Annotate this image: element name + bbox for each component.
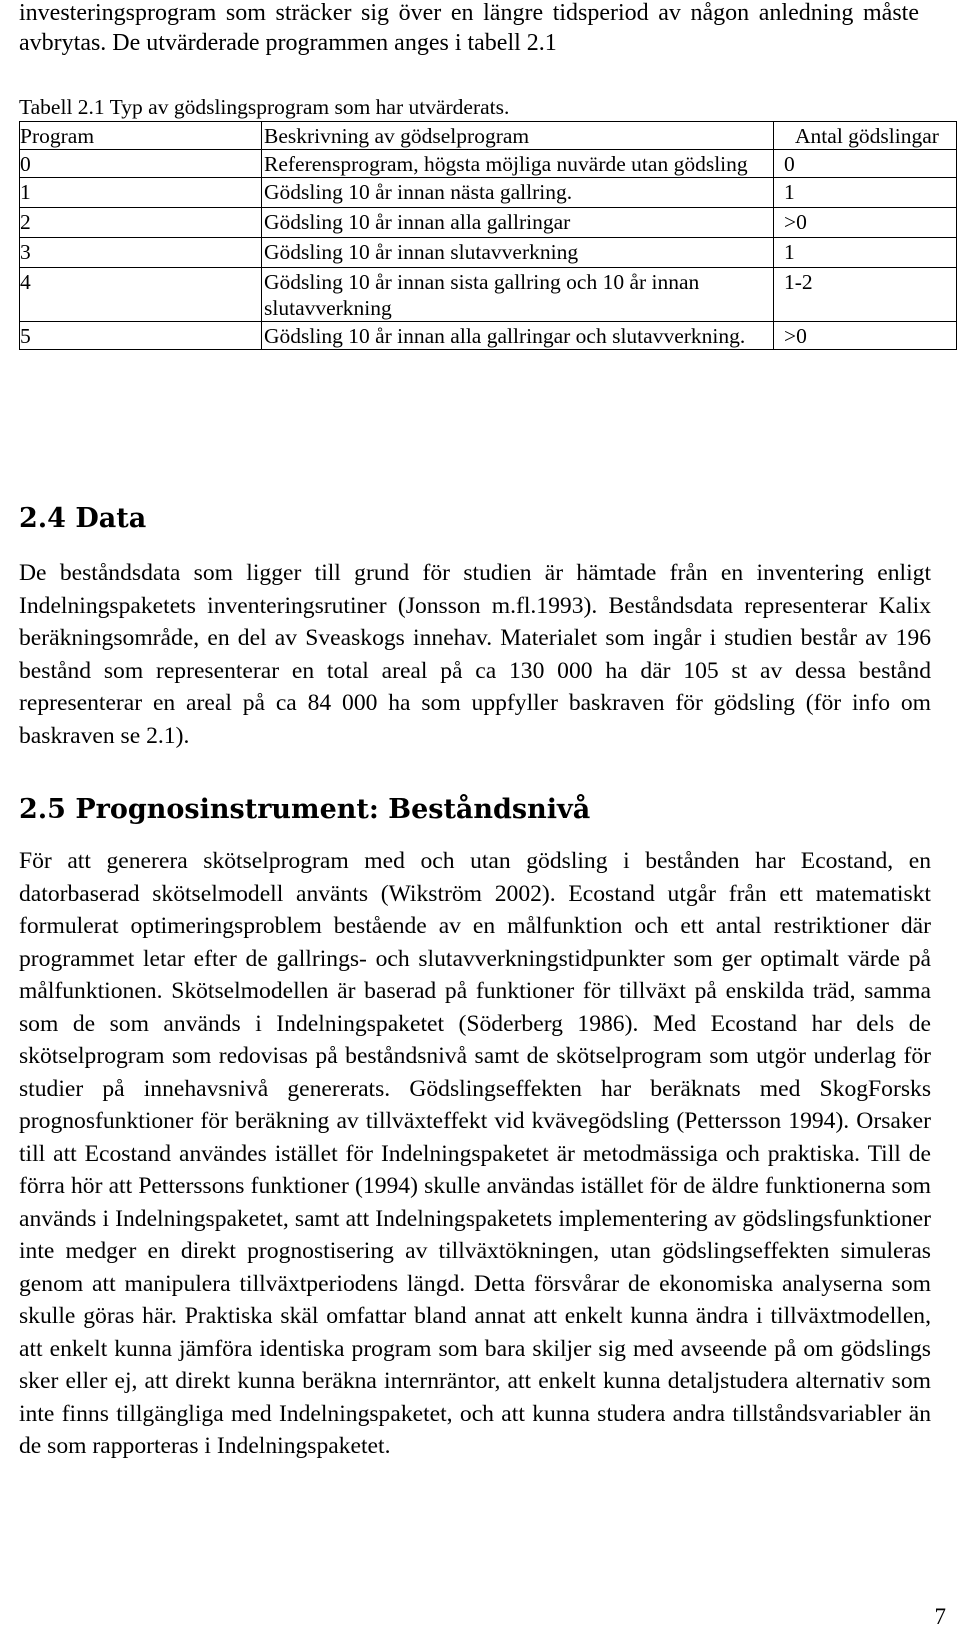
cell-program: 0	[20, 150, 262, 178]
cell-description: Gödsling 10 år innan slutavverkning	[262, 238, 774, 268]
section-prognosis-paragraph: För att generera skötselprogram med och utan gödsling i bestånden har Ecostand, en datorbaserad skötselmodell använts (Wikström 2002). Ecostand utgår från ett matematiskt formulerat optimeringsproblem bestående av en målfunktion och ett antal restriktioner där programmet letar efter de gallrings- och slutavverkningstidpunkter som ger optimalt värde på målfunktionen. Skötselmodellen är baserad på funktioner för tillväxt på enskilda träd, samma som de som används i Indelningspaketet (Söderberg 1986). Med Ecostand har dels de skötselprogram som redovisas på beståndsnivå samt de skötselprogram som utgör underlag för studier på innehavsnivå genererats. Gödslingseffekten har beräknats med SkogForsks prognosfunktioner för beräkning av tillväxteffekt vid kvävegödsling (Pettersson 1994). Orsaker till att Ecostand användes istället för Indelningspaketet är metodmässiga och praktiska. Till de förra hör att Petterssons funktioner (1994) skulle användas istället för de äldre funktionerna som används i Indelningspaketet, samt att Indelningspaketets implementering av gödslingsfunktioner inte medger en direkt prognostisering av tillväxtökningen, utan gödslingseffekten simuleras genom att manipulera tillväxtperiodens längd. Detta försvårar de ekonomiska analyserna som skulle göras här. Praktiska skäl omfattar bland annat att enkelt kunna ändra i tillväxtmodellen, att enkelt kunna jämföra identiska program som bara skiljer sig med avseende på om gödslings sker eller ej, att direkt kunna beräkna internräntor, att enkelt kunna detaljstudera alternativ som inte finns tillgängliga med Indelningspaketet, och att kunna studera andra tillståndsvariabler än de som rapporteras i Indelningspaketet.	[19, 848, 931, 1459]
table-row	[20, 208, 957, 238]
cell-description: Referensprogram, högsta möjliga nuvärde utan gödsling	[262, 150, 774, 178]
section-heading-prognosis: 2.5 Prognosinstrument: Beståndsnivå	[19, 794, 591, 825]
cell-count: 0	[774, 150, 957, 178]
table-row	[20, 178, 957, 208]
header-count: Antal gödslingar	[774, 122, 957, 150]
table-header-row	[20, 122, 957, 150]
cell-program: 5	[20, 322, 262, 350]
cell-program: 2	[20, 208, 262, 238]
table-row	[20, 268, 957, 322]
cell-count: >0	[774, 322, 957, 350]
header-program: Program	[20, 122, 262, 150]
table-row	[20, 322, 957, 350]
cell-description: Gödsling 10 år innan sista gallring och 10 år innan slutavverkning	[262, 268, 774, 322]
cell-count: 1	[774, 178, 957, 208]
cell-count: >0	[774, 208, 957, 238]
cell-count: 1	[774, 238, 957, 268]
cell-description: Gödsling 10 år innan alla gallringar och slutavverkning.	[262, 322, 774, 350]
section-heading-data: 2.4 Data	[19, 503, 147, 534]
cell-description: Gödsling 10 år innan nästa gallring.	[262, 178, 774, 208]
header-description: Beskrivning av gödselprogram	[262, 122, 774, 150]
cell-description: Gödsling 10 år innan alla gallringar	[262, 208, 774, 238]
cell-program: 3	[20, 238, 262, 268]
fertilization-program-table	[19, 121, 957, 350]
intro-paragraph: investeringsprogram som sträcker sig över en längre tidsperiod av någon anledning måste avbrytas. De utvärderade programmen anges i tabell 2.1	[19, 0, 919, 56]
cell-count: 1-2	[774, 268, 957, 322]
table-row	[20, 150, 957, 178]
table-caption: Tabell 2.1 Typ av gödslingsprogram som har utvärderats.	[19, 95, 510, 119]
page-number: 7	[934, 1604, 946, 1629]
table-row	[20, 238, 957, 268]
section-data-paragraph: De beståndsdata som ligger till grund för studien är hämtade från en inventering enligt Indelningspaketets inventeringsrutiner (Jonsson m.fl.1993). Beståndsdata representerar Kalix beräkningsområde, en del av Sveaskogs innehav. Materialet som ingår i studien består av 196 bestånd som representerar en total areal på ca 130 000 ha där 105 st av dessa bestånd representerar en areal på ca 84 000 ha som uppfyller baskraven för gödsling (för info om baskraven se 2.1).	[19, 560, 931, 749]
cell-program: 4	[20, 268, 262, 322]
cell-program: 1	[20, 178, 262, 208]
